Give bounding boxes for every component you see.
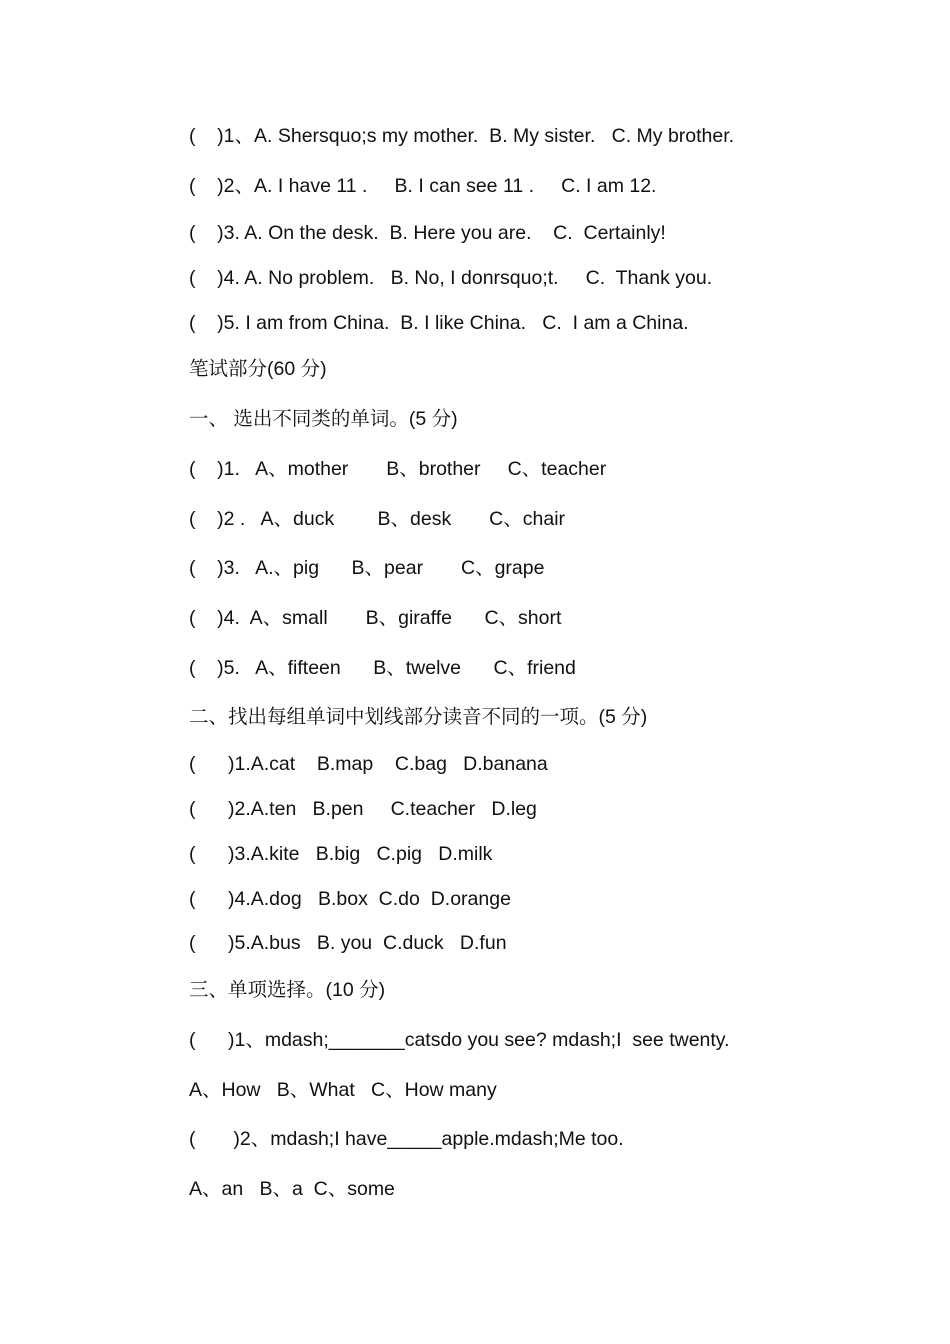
section2-item-5: ( )5.A.bus B. you C.duck D.fun	[189, 932, 507, 954]
section1-item-5: ( )5. A、fifteen B、twelve C、friend	[189, 657, 576, 679]
section1-item-3: ( )3. A.、pig B、pear C、grape	[189, 557, 545, 579]
section1-heading: 一、 选出不同类的单词。(5 分)	[189, 408, 458, 430]
section2-item-3: ( )3.A.kite B.big C.pig D.milk	[189, 843, 493, 865]
listening-item-5: ( )5. I am from China. B. I like China. C. I am a China.	[189, 312, 689, 334]
listening-item-2: ( )2、A. I have 11 . B. I can see 11 . C. I am 12.	[189, 175, 657, 197]
listening-item-1: ( )1、A. Shersquo;s my mother. B. My sister. C. My brother.	[189, 125, 735, 147]
section2-heading: 二、找出每组单词中划线部分读音不同的一项。(5 分)	[189, 706, 648, 728]
section3-question-2: ( )2、mdash;I have_____apple.mdash;Me too.	[189, 1128, 624, 1150]
section2-item-4: ( )4.A.dog B.box C.do D.orange	[189, 888, 511, 910]
section2-item-2: ( )2.A.ten B.pen C.teacher D.leg	[189, 798, 537, 820]
section1-item-4: ( )4. A、small B、giraffe C、short	[189, 607, 562, 629]
section3-question-1: ( )1、mdash;_______catsdo you see? mdash;I see twenty.	[189, 1029, 730, 1051]
section3-options-2: A、an B、a C、some	[189, 1178, 395, 1200]
section2-item-1: ( )1.A.cat B.map C.bag D.banana	[189, 753, 548, 775]
written-part-title: 笔试部分(60 分)	[189, 358, 327, 380]
section3-heading: 三、单项选择。(10 分)	[189, 979, 386, 1001]
listening-item-4: ( )4. A. No problem. B. No, I donrsquo;t. C. Thank you.	[189, 267, 713, 289]
section3-options-1: A、How B、What C、How many	[189, 1079, 497, 1101]
section1-item-1: ( )1. A、mother B、brother C、teacher	[189, 458, 607, 480]
listening-item-3: ( )3. A. On the desk. B. Here you are. C. Certainly!	[189, 222, 666, 244]
section1-item-2: ( )2 . A、duck B、desk C、chair	[189, 508, 566, 530]
